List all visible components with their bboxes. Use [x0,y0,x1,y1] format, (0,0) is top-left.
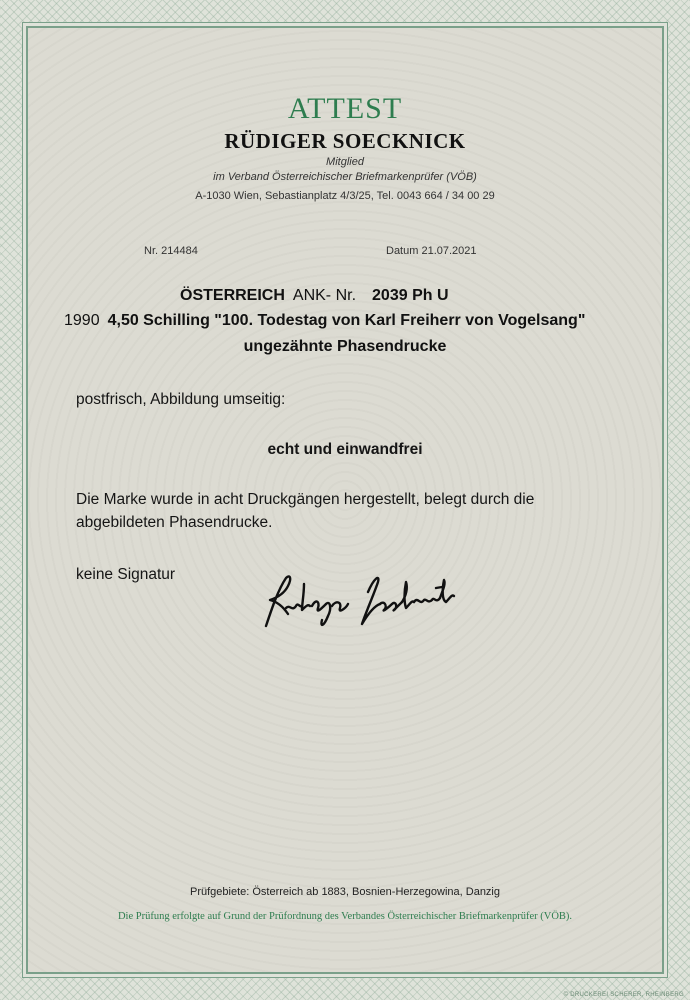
stamp-country: ÖSTERREICH [180,287,285,304]
condition-text: postfrisch, Abbildung umseitig: [76,391,286,408]
certificate-date: Datum 21.07.2021 [386,245,477,257]
certificate-number: Nr. 214484 [144,245,198,257]
note-line-1: Die Marke wurde in acht Druckgängen hergestellt, belegt durch die [76,491,535,508]
examination-regulation: Die Prüfung erfolgte auf Grund der Prüfordnung des Verbandes Österreichischer Briefmarkenprüfer (VÖB). [117,911,573,922]
examiner-address: A-1030 Wien, Sebastianplatz 4/3/25, Tel. 0043 664 / 34 00 29 [195,190,495,202]
handwritten-signature [256,568,466,632]
printer-imprint: © DRUCKEREI SCHERER, RHEINBERG [563,992,684,998]
verdict-text: echt und einwandfrei [267,441,423,458]
stamp-variety: ungezähnte Phasendrucke [243,338,447,355]
membership-label: Mitglied [326,156,364,168]
stamp-description-line [64,312,585,330]
stamp-description: 4,50 Schilling "100. Todestag von Karl Freiherr von Vogelsang" [107,312,586,329]
stamp-identification [180,287,449,305]
note-line-2: abgebildeten Phasendrucke. [76,514,273,531]
examination-areas: Prüfgebiete: Österreich ab 1883, Bosnien-Herzegowina, Danzig [189,886,500,898]
catalog-number: 2039 Ph U [372,287,449,304]
catalog-prefix: ANK- Nr. [292,287,357,304]
attest-title: ATTEST [287,92,403,125]
examiner-name: RÜDIGER SOECKNICK [224,129,466,153]
association-label: im Verband Österreichischer Briefmarkenprüfer (VÖB) [213,171,477,183]
stamp-year: 1990 [64,312,100,329]
signature-note: keine Signatur [76,566,176,583]
